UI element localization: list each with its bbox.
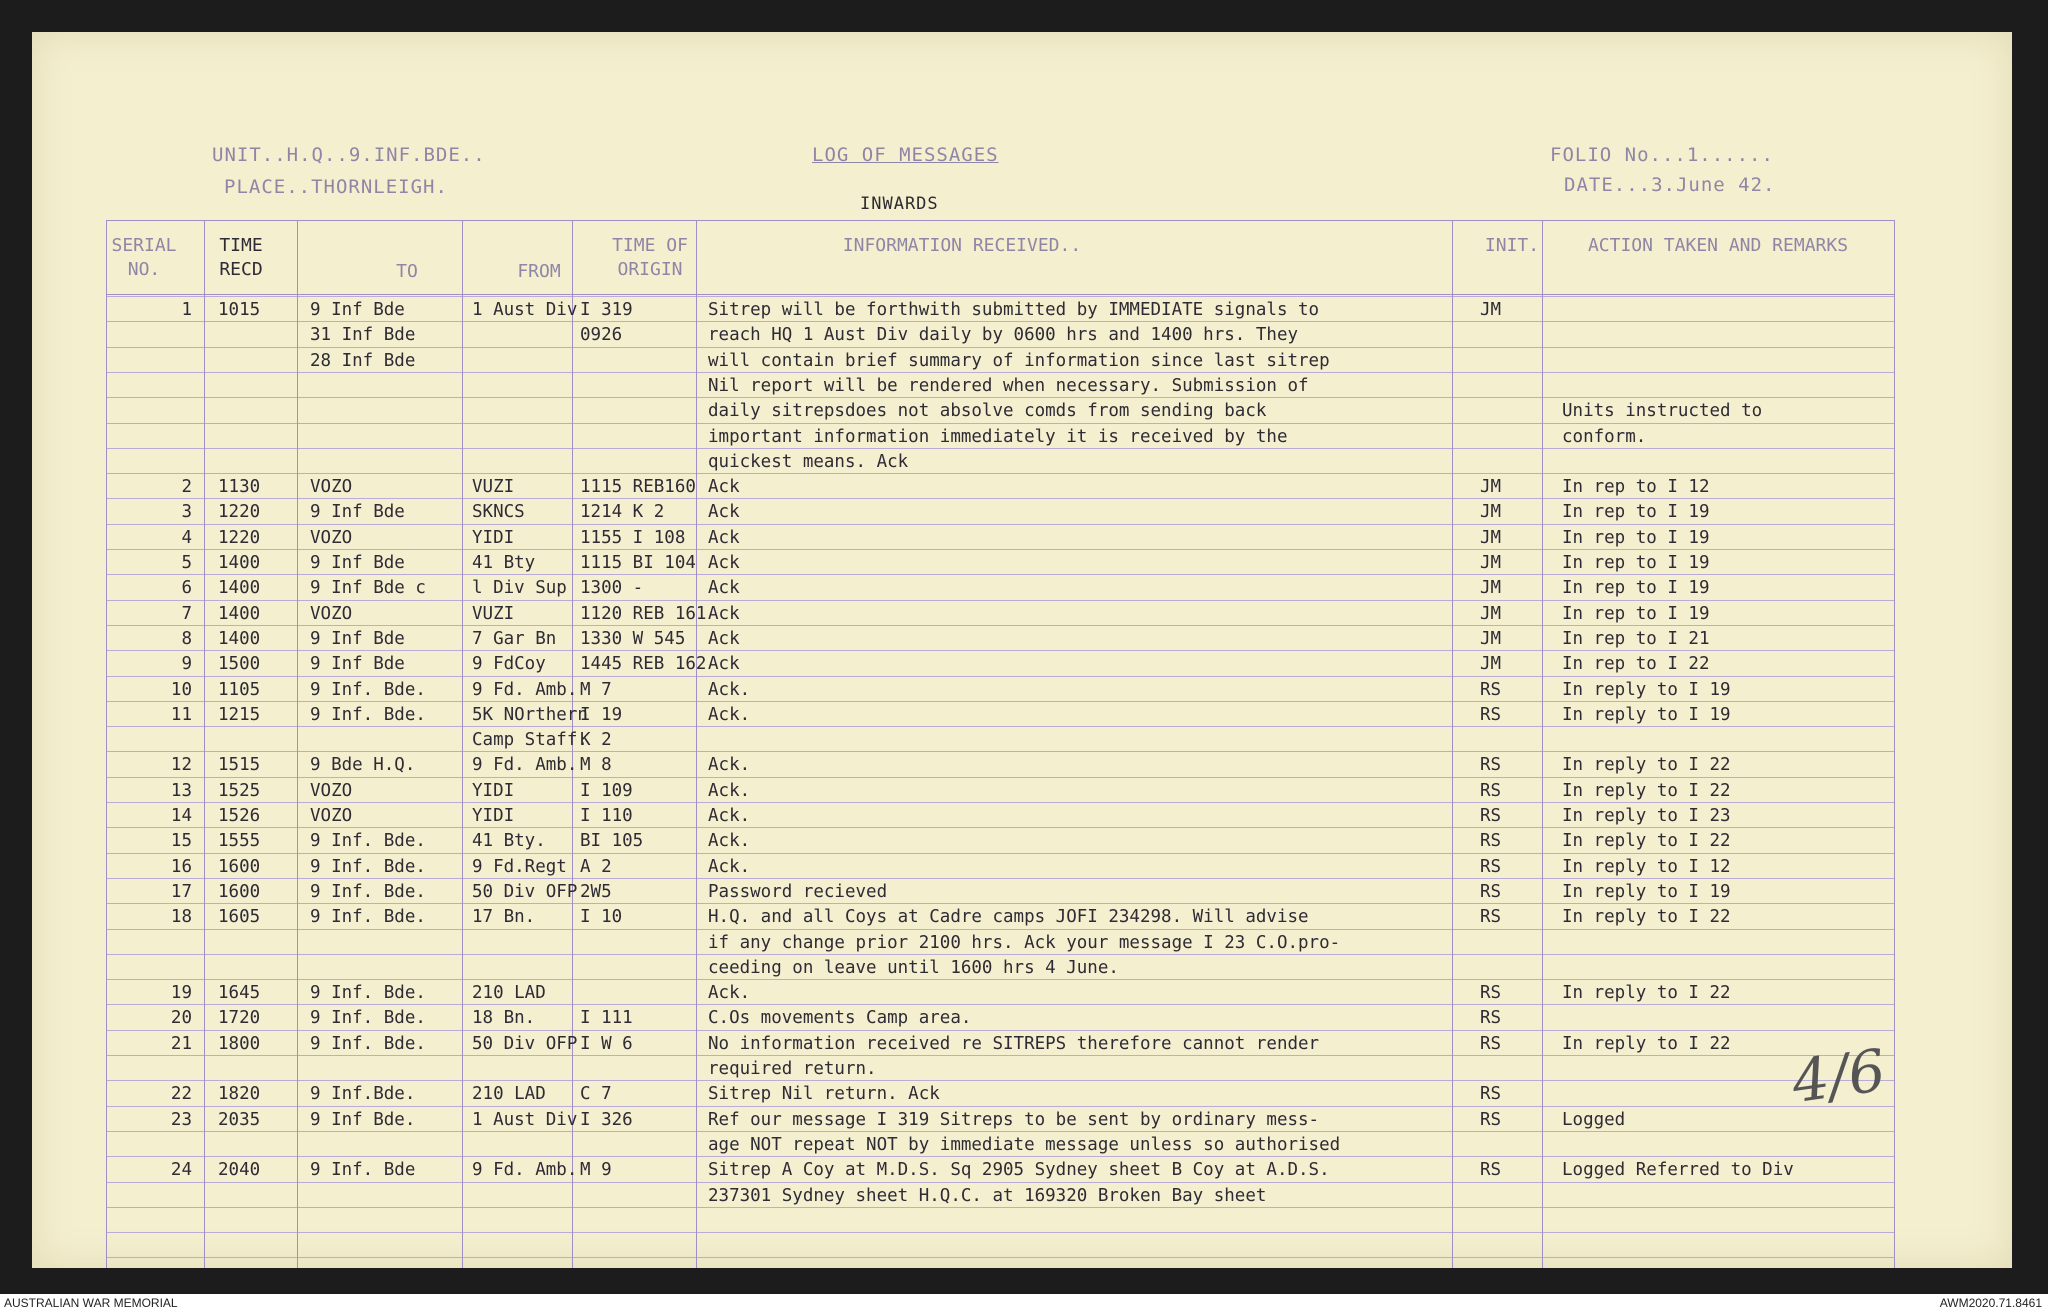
rule-line (106, 929, 1894, 930)
time-of-origin: M 7 (580, 679, 612, 700)
time-of-origin: K 2 (580, 730, 612, 751)
rule-line (106, 347, 1894, 348)
serial-number: 15 (170, 831, 192, 852)
serial-number: 12 (170, 755, 192, 776)
time-received: 1645 (218, 983, 261, 1004)
rule-line (106, 777, 1894, 778)
serial-number: 16 (170, 856, 192, 877)
time-received: 1500 (218, 654, 261, 675)
action-remarks: In reply to I 12 (1562, 856, 1731, 877)
rule-line (106, 1106, 1894, 1107)
initials: JM (1480, 502, 1502, 523)
information-text: Ack (708, 553, 740, 573)
column-rule (1452, 220, 1453, 1268)
from-unit: VUZI (472, 603, 515, 624)
information-text: Ack (708, 654, 740, 675)
serial-number: 1 (181, 300, 192, 320)
col-origin: TIME OF ORIGIN (612, 235, 688, 280)
page-subtitle: INWARDS (860, 194, 939, 214)
time-of-origin: I 109 (580, 780, 633, 801)
time-received: 1015 (218, 300, 261, 320)
time-of-origin: 2W5 (580, 881, 612, 902)
action-remarks: In reply to I 22 (1562, 983, 1731, 1004)
information-text: Ack. (708, 831, 751, 852)
initials: JM (1480, 654, 1502, 675)
information-text: Ack. (708, 755, 751, 776)
time-of-origin: M 9 (580, 1160, 612, 1181)
to-unit: 9 Inf.Bde. (310, 1084, 416, 1105)
rule-line (106, 1232, 1894, 1233)
col-action: ACTION TAKEN AND REMARKS (1587, 235, 1849, 256)
initials: JM (1480, 553, 1502, 573)
time-received: 1526 (218, 806, 261, 826)
initials: RS (1480, 881, 1502, 902)
rule-line (106, 1055, 1894, 1056)
to-unit: 9 Inf Bde. (310, 1109, 416, 1130)
rule-line (106, 827, 1894, 828)
rule-line (106, 549, 1894, 550)
to-unit: 9 Inf. Bde. (310, 679, 426, 700)
action-remarks: In reply to I 22 (1562, 780, 1731, 801)
from-unit: 50 Div OFP (472, 1033, 578, 1054)
information-text: Ack (708, 502, 740, 523)
rule-line (106, 878, 1894, 879)
information-text: daily sitrepsdoes not absolve comds from sending back (708, 401, 1267, 422)
action-remarks: In reply to I 19 (1562, 881, 1731, 902)
to-unit: 9 Inf Bde (310, 654, 405, 675)
from-unit: 210 LAD (472, 1084, 546, 1105)
time-of-origin: C 7 (580, 1084, 612, 1105)
time-of-origin: 1115 REB160 (580, 477, 696, 498)
action-remarks: Logged (1562, 1109, 1626, 1130)
to-unit: VOZO (310, 806, 353, 826)
time-received: 2035 (218, 1109, 261, 1130)
serial-number: 22 (170, 1084, 192, 1105)
rule-line (106, 321, 1894, 322)
information-text: Ref our message I 319 Sitreps to be sent by ordinary mess- (708, 1109, 1320, 1130)
time-received: 1220 (218, 527, 261, 548)
serial-number: 19 (170, 983, 192, 1004)
initials: JM (1480, 628, 1502, 649)
col-to: TO (396, 261, 418, 282)
information-text: Ack (708, 603, 740, 624)
information-text: will contain brief summary of information since last sitrep (708, 350, 1330, 371)
rule-line (106, 498, 1894, 499)
initials: RS (1480, 704, 1502, 725)
to-unit: 9 Inf Bde (310, 300, 405, 320)
initials: JM (1480, 527, 1502, 548)
rule-line (106, 1004, 1894, 1005)
time-received: 1400 (218, 578, 261, 599)
to-unit: 31 Inf Bde (310, 325, 416, 346)
information-text: Ack. (708, 704, 751, 725)
information-text: Sitrep A Coy at M.D.S. Sq 2905 Sydney sheet B Coy at A.D.S. (708, 1160, 1330, 1181)
time-received: 1400 (218, 603, 261, 624)
to-unit: 9 Inf Bde c (310, 578, 426, 599)
time-of-origin: I W 6 (580, 1033, 633, 1054)
rule-line (106, 1030, 1894, 1031)
to-unit: 28 Inf Bde (310, 350, 416, 371)
from-unit: 7 Gar Bn (472, 628, 557, 649)
column-rule (462, 220, 463, 1268)
to-unit: 9 Inf. Bde (310, 1160, 416, 1181)
initials: RS (1480, 755, 1502, 776)
rule-line (106, 1156, 1894, 1157)
action-remarks: In rep to I 19 (1562, 502, 1710, 523)
from-unit: 210 LAD (472, 983, 546, 1004)
time-received: 1600 (218, 881, 261, 902)
to-unit: 9 Inf Bde (310, 502, 405, 523)
time-of-origin: M 8 (580, 755, 612, 776)
from-unit: 41 Bty. (472, 831, 546, 852)
information-text: Ack. (708, 780, 751, 801)
rule-line (106, 903, 1894, 904)
from-unit: 18 Bn. (472, 1008, 536, 1029)
initials: RS (1480, 780, 1502, 801)
to-unit: 9 Inf. Bde. (310, 831, 426, 852)
action-remarks: In rep to I 19 (1562, 603, 1710, 624)
action-remarks: In reply to I 22 (1562, 907, 1731, 928)
to-unit: 9 Inf. Bde. (310, 907, 426, 928)
header-rule (106, 220, 1894, 221)
initials: RS (1480, 856, 1502, 877)
rule-line (106, 802, 1894, 803)
time-of-origin: 1300 - (580, 578, 644, 599)
from-unit: 1 Aust Div (472, 300, 578, 320)
col-serial: SERIAL NO. (111, 235, 177, 280)
action-remarks: In rep to I 19 (1562, 527, 1710, 548)
pencil-signature: 4/6 (1787, 1035, 1890, 1117)
information-text: Nil report will be rendered when necessary. Submission of (708, 375, 1309, 396)
from-unit: l Div Sup (472, 578, 567, 599)
information-text: H.Q. and all Coys at Cadre camps JOFI 234298. Will advise (708, 907, 1309, 928)
information-text: Ack (708, 477, 740, 498)
column-rule (1894, 220, 1895, 1268)
page-title: LOG OF MESSAGES (812, 144, 999, 166)
to-unit: 9 Inf. Bde. (310, 1008, 426, 1029)
from-unit: Camp Staff. (472, 730, 588, 751)
action-remarks: In reply to I 22 (1562, 1033, 1731, 1054)
time-of-origin: I 319 (580, 300, 633, 320)
information-text: Ack. (708, 806, 751, 826)
col-from: FROM (517, 261, 561, 282)
to-unit: VOZO (310, 780, 353, 801)
unit-label: UNIT..H.Q..9.INF.BDE.. (212, 144, 486, 166)
column-rule (106, 220, 107, 1268)
information-text: if any change prior 2100 hrs. Ack your message I 23 C.O.pro- (708, 932, 1341, 953)
to-unit: VOZO (310, 527, 353, 548)
from-unit: YIDI (472, 780, 515, 801)
time-received: 1605 (218, 907, 261, 928)
rule-line (106, 574, 1894, 575)
date-label: DATE...3.June 42. (1564, 174, 1776, 196)
initials: RS (1480, 1008, 1502, 1029)
information-text: Ack (708, 628, 740, 649)
rule-line (106, 1257, 1894, 1258)
time-of-origin: I 111 (580, 1008, 633, 1029)
time-of-origin: 1120 REB 161 (580, 603, 707, 624)
column-rule (204, 220, 205, 1268)
rule-line (106, 701, 1894, 702)
action-remarks: In reply to I 19 (1562, 679, 1731, 700)
time-received: 1800 (218, 1033, 261, 1054)
rule-line (106, 397, 1894, 398)
information-text: Sitrep Nil return. Ack (708, 1084, 940, 1105)
to-unit: 9 Inf. Bde. (310, 1033, 426, 1054)
serial-number: 21 (170, 1033, 192, 1054)
rule-line (106, 524, 1894, 525)
rule-line (106, 1207, 1894, 1208)
serial-number: 11 (170, 704, 192, 725)
time-of-origin: I 10 (580, 907, 623, 928)
time-of-origin: I 19 (580, 704, 623, 725)
initials: JM (1480, 603, 1502, 624)
folio-label: FOLIO No...1...... (1550, 144, 1774, 166)
information-text: ceeding on leave until 1600 hrs 4 June. (708, 957, 1119, 978)
to-unit: 9 Bde H.Q. (310, 755, 416, 776)
information-text: No information received re SITREPS therefore cannot render (708, 1033, 1320, 1054)
rule-line (106, 423, 1894, 424)
information-text: Ack (708, 578, 740, 599)
time-of-origin: 1445 REB 162 (580, 654, 707, 675)
initials: RS (1480, 1109, 1502, 1130)
initials: RS (1480, 1084, 1502, 1105)
rule-line (106, 751, 1894, 752)
initials: RS (1480, 983, 1502, 1004)
serial-number: 17 (170, 881, 192, 902)
footer-bar (0, 1294, 2048, 1312)
serial-number: 8 (181, 628, 192, 649)
serial-number: 24 (170, 1160, 192, 1181)
serial-number: 6 (181, 578, 192, 599)
from-unit: 9 Fd. Amb. (472, 755, 578, 776)
rule-line (106, 473, 1894, 474)
information-text: Password recieved (708, 881, 888, 902)
time-of-origin: BI 105 (580, 831, 644, 852)
from-unit: YIDI (472, 527, 515, 548)
to-unit: 9 Inf. Bde. (310, 983, 426, 1004)
header-rule (106, 294, 1894, 295)
action-remarks: In reply to I 22 (1562, 755, 1731, 776)
time-of-origin: 0926 (580, 325, 623, 346)
serial-number: 14 (170, 806, 192, 826)
rule-line (106, 726, 1894, 727)
time-received: 1515 (218, 755, 261, 776)
col-init: INIT. (1484, 235, 1540, 256)
time-received: 1525 (218, 780, 261, 801)
time-of-origin: 1115 BI 104 (580, 553, 696, 573)
from-unit: 50 Div OFP (472, 881, 578, 902)
initials: RS (1480, 1033, 1502, 1054)
action-remarks: In rep to I 19 (1562, 578, 1710, 599)
from-unit: VUZI (472, 477, 515, 498)
time-of-origin: 1155 I 108 (580, 527, 686, 548)
action-remarks: In reply to I 19 (1562, 704, 1731, 725)
time-received: 2040 (218, 1160, 261, 1181)
action-remarks: Logged Referred to Div (1562, 1160, 1794, 1181)
rule-line (106, 1182, 1894, 1183)
initials: RS (1480, 907, 1502, 928)
from-unit: SKNCS (472, 502, 525, 523)
rule-line (106, 448, 1894, 449)
to-unit: 9 Inf. Bde. (310, 704, 426, 725)
initials: RS (1480, 1160, 1502, 1181)
action-remarks: Units instructed to (1562, 401, 1763, 422)
information-text: C.Os movements Camp area. (708, 1008, 972, 1029)
serial-number: 13 (170, 780, 192, 801)
information-text: age NOT repeat NOT by immediate message unless so authorised (708, 1134, 1341, 1155)
action-remarks: In reply to I 23 (1562, 806, 1731, 826)
time-received: 1400 (218, 628, 261, 649)
to-unit: 9 Inf Bde (310, 628, 405, 649)
to-unit: VOZO (310, 477, 353, 498)
information-text: required return. (708, 1059, 877, 1079)
initials: RS (1480, 679, 1502, 700)
from-unit: YIDI (472, 806, 515, 826)
time-received: 1720 (218, 1008, 261, 1029)
column-rule (696, 220, 697, 1268)
time-of-origin: 1330 W 545 (580, 628, 686, 649)
time-of-origin: I 326 (580, 1109, 633, 1130)
rule-line (106, 600, 1894, 601)
information-text: Sitrep will be forthwith submitted by IMMEDIATE signals to (708, 300, 1320, 320)
information-text: Ack. (708, 679, 751, 700)
information-text: Ack (708, 527, 740, 548)
from-unit: 9 Fd.Regt (472, 856, 567, 877)
rule-line (106, 979, 1894, 980)
rule-line (106, 853, 1894, 854)
to-unit: 9 Inf Bde (310, 553, 405, 573)
col-info: INFORMATION RECEIVED.. (842, 235, 1082, 256)
serial-number: 7 (181, 603, 192, 624)
action-remarks: In rep to I 21 (1562, 628, 1710, 649)
information-text: quickest means. Ack (708, 451, 909, 472)
time-received: 1215 (218, 704, 261, 725)
time-received: 1220 (218, 502, 261, 523)
serial-number: 10 (170, 679, 192, 700)
column-rule (1542, 220, 1543, 1268)
information-text: Ack. (708, 856, 751, 877)
information-text: reach HQ 1 Aust Div daily by 0600 hrs and 1400 hrs. They (708, 325, 1299, 346)
from-unit: 41 Bty (472, 553, 536, 573)
rule-line (106, 625, 1894, 626)
from-unit: 9 Fd. Amb. (472, 1160, 578, 1181)
from-unit: 9 Fd. Amb. (472, 679, 578, 700)
from-unit: 17 Bn. (472, 907, 536, 928)
time-received: 1555 (218, 831, 261, 852)
rule-line (106, 1080, 1894, 1081)
time-of-origin: A 2 (580, 856, 612, 877)
rule-line (106, 650, 1894, 651)
information-text: 237301 Sydney sheet H.Q.C. at 169320 Broken Bay sheet (708, 1185, 1267, 1206)
column-rule (297, 220, 298, 1268)
action-remarks: In rep to I 12 (1562, 477, 1710, 498)
serial-number: 2 (181, 477, 192, 498)
rule-line (106, 676, 1894, 677)
information-text: important information immediately it is received by the (708, 426, 1288, 447)
to-unit: VOZO (310, 603, 353, 624)
serial-number: 20 (170, 1008, 192, 1029)
initials: RS (1480, 831, 1502, 852)
rule-line (106, 1131, 1894, 1132)
from-unit: 5K NOrthern (472, 704, 588, 725)
rule-line (106, 372, 1894, 373)
serial-number: 9 (181, 654, 192, 675)
time-received: 1820 (218, 1084, 261, 1105)
serial-number: 4 (181, 527, 192, 548)
time-received: 1105 (218, 679, 261, 700)
action-remarks: In reply to I 22 (1562, 831, 1731, 852)
time-received: 1600 (218, 856, 261, 877)
footer-source: AUSTRALIAN WAR MEMORIAL (4, 1296, 178, 1310)
col-time: TIME RECD (219, 235, 263, 280)
initials: RS (1480, 806, 1502, 826)
initials: JM (1480, 578, 1502, 599)
action-remarks: In rep to I 19 (1562, 553, 1710, 573)
time-of-origin: 1214 K 2 (580, 502, 665, 523)
serial-number: 18 (170, 907, 192, 928)
serial-number: 3 (181, 502, 192, 523)
footer-id: AWM2020.71.8461 (1939, 1296, 2042, 1310)
rule-line (106, 954, 1894, 955)
from-unit: 9 FdCoy (472, 654, 546, 675)
initials: JM (1480, 300, 1502, 320)
to-unit: 9 Inf. Bde. (310, 856, 426, 877)
from-unit: 1 Aust Div (472, 1109, 578, 1130)
rule-line (106, 296, 1894, 297)
place-label: PLACE..THORNLEIGH. (224, 176, 448, 198)
information-text: Ack. (708, 983, 751, 1004)
log-sheet (32, 32, 2012, 1268)
to-unit: 9 Inf. Bde. (310, 881, 426, 902)
time-of-origin: I 110 (580, 806, 633, 826)
time-received: 1400 (218, 553, 261, 573)
action-remarks: In rep to I 22 (1562, 654, 1710, 675)
serial-number: 23 (170, 1109, 192, 1130)
action-remarks: conform. (1562, 426, 1647, 447)
initials: JM (1480, 477, 1502, 498)
serial-number: 5 (181, 553, 192, 573)
time-received: 1130 (218, 477, 261, 498)
